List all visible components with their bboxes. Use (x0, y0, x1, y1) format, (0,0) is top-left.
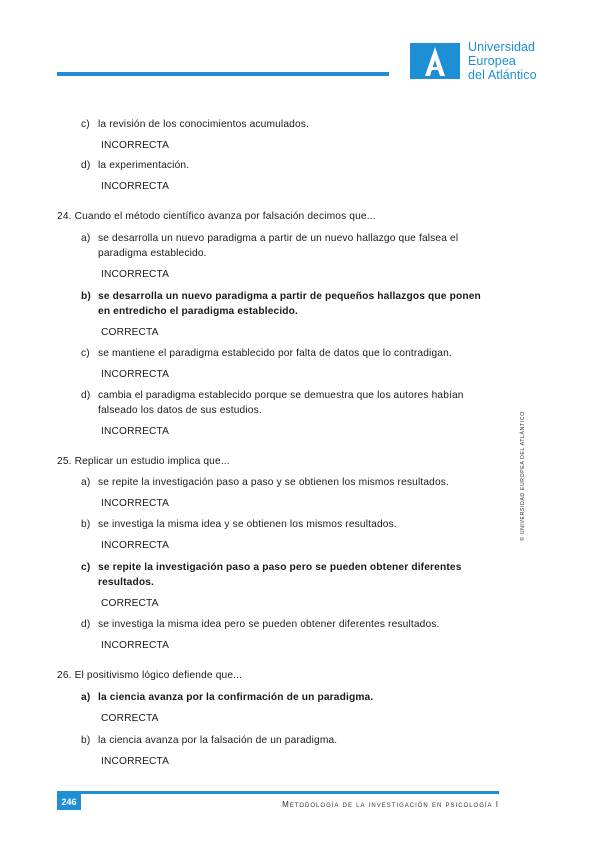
answer-status: INCORRECTA (101, 426, 170, 437)
option-text-correct: resultados. (98, 577, 154, 588)
option-label: a) (81, 233, 91, 244)
answer-status: INCORRECTA (101, 181, 170, 192)
option-text: se repite la investigación paso a paso y se obtienen los mismos resultados. (98, 477, 450, 488)
answer-status: CORRECTA (101, 598, 159, 609)
option-text: paradigma establecido. (98, 248, 207, 259)
option-text: cambia el paradigma establecido porque se demuestra que los autores habían (98, 390, 464, 401)
option-text: la revisión de los conocimientos acumulados. (98, 119, 310, 130)
option-label: a) (81, 477, 91, 488)
option-text-correct: se desarrolla un nuevo paradigma a partir de pequeños hallazgos que ponen (98, 291, 481, 302)
question-26: 26. El positivismo lógico defiende que... (57, 670, 243, 681)
logo-line-1: Universidad (468, 40, 536, 54)
option-text: se desarrolla un nuevo paradigma a partir de un nuevo hallazgo que falsea el (98, 233, 459, 244)
question-25: 25. Replicar un estudio implica que... (57, 456, 230, 467)
option-label: d) (81, 160, 91, 171)
answer-status: INCORRECTA (101, 498, 170, 509)
answer-status: INCORRECTA (101, 540, 170, 551)
option-text-correct: en entredicho el paradigma establecido. (98, 306, 299, 317)
option-text: la ciencia avanza por la falsación de un paradigma. (98, 735, 338, 746)
page-number: 246 (57, 794, 81, 810)
option-label: a) (81, 692, 91, 703)
option-text: se mantiene el paradigma establecido por falta de datos que lo contradigan. (98, 348, 452, 359)
option-label: b) (81, 735, 91, 746)
option-label: c) (81, 119, 90, 130)
option-text-correct: la ciencia avanza por la confirmación de un paradigma. (98, 692, 374, 703)
option-label: c) (81, 348, 90, 359)
footer-title: Metodología de la investigación en psicología I (282, 800, 499, 809)
logo-line-2: Europea (468, 54, 516, 68)
answer-status: INCORRECTA (101, 640, 170, 651)
question-24: 24. Cuando el método científico avanza por falsación decimos que... (57, 211, 376, 222)
answer-status: CORRECTA (101, 327, 159, 338)
answer-status: INCORRECTA (101, 369, 170, 380)
option-label: b) (81, 519, 91, 530)
university-logo (410, 40, 537, 82)
option-text: falseado los datos de sus estudios. (98, 405, 262, 416)
option-label: c) (81, 562, 91, 573)
option-text: la experimentación. (98, 160, 190, 171)
logo-line-3: del Atlántico (468, 68, 537, 82)
option-label: b) (81, 291, 91, 302)
option-label: d) (81, 390, 91, 401)
footer-rule (57, 791, 499, 794)
logo-wordmark (468, 40, 537, 82)
answer-status: CORRECTA (101, 713, 159, 724)
answer-status: INCORRECTA (101, 140, 170, 151)
header-rule (57, 72, 389, 76)
logo-mark-icon (410, 43, 460, 79)
option-text-correct: se repite la investigación paso a paso pero se pueden obtener diferentes (98, 562, 462, 573)
answer-status: INCORRECTA (101, 756, 170, 767)
option-text: se investiga la misma idea pero se pueden obtener diferentes resultados. (98, 619, 440, 630)
answer-status: INCORRECTA (101, 269, 170, 280)
option-label: d) (81, 619, 91, 630)
side-copyright: © UNIVERSIDAD EUROPEA DEL ATLÁNTICO (520, 411, 526, 541)
option-text: se investiga la misma idea y se obtienen los mismos resultados. (98, 519, 397, 530)
